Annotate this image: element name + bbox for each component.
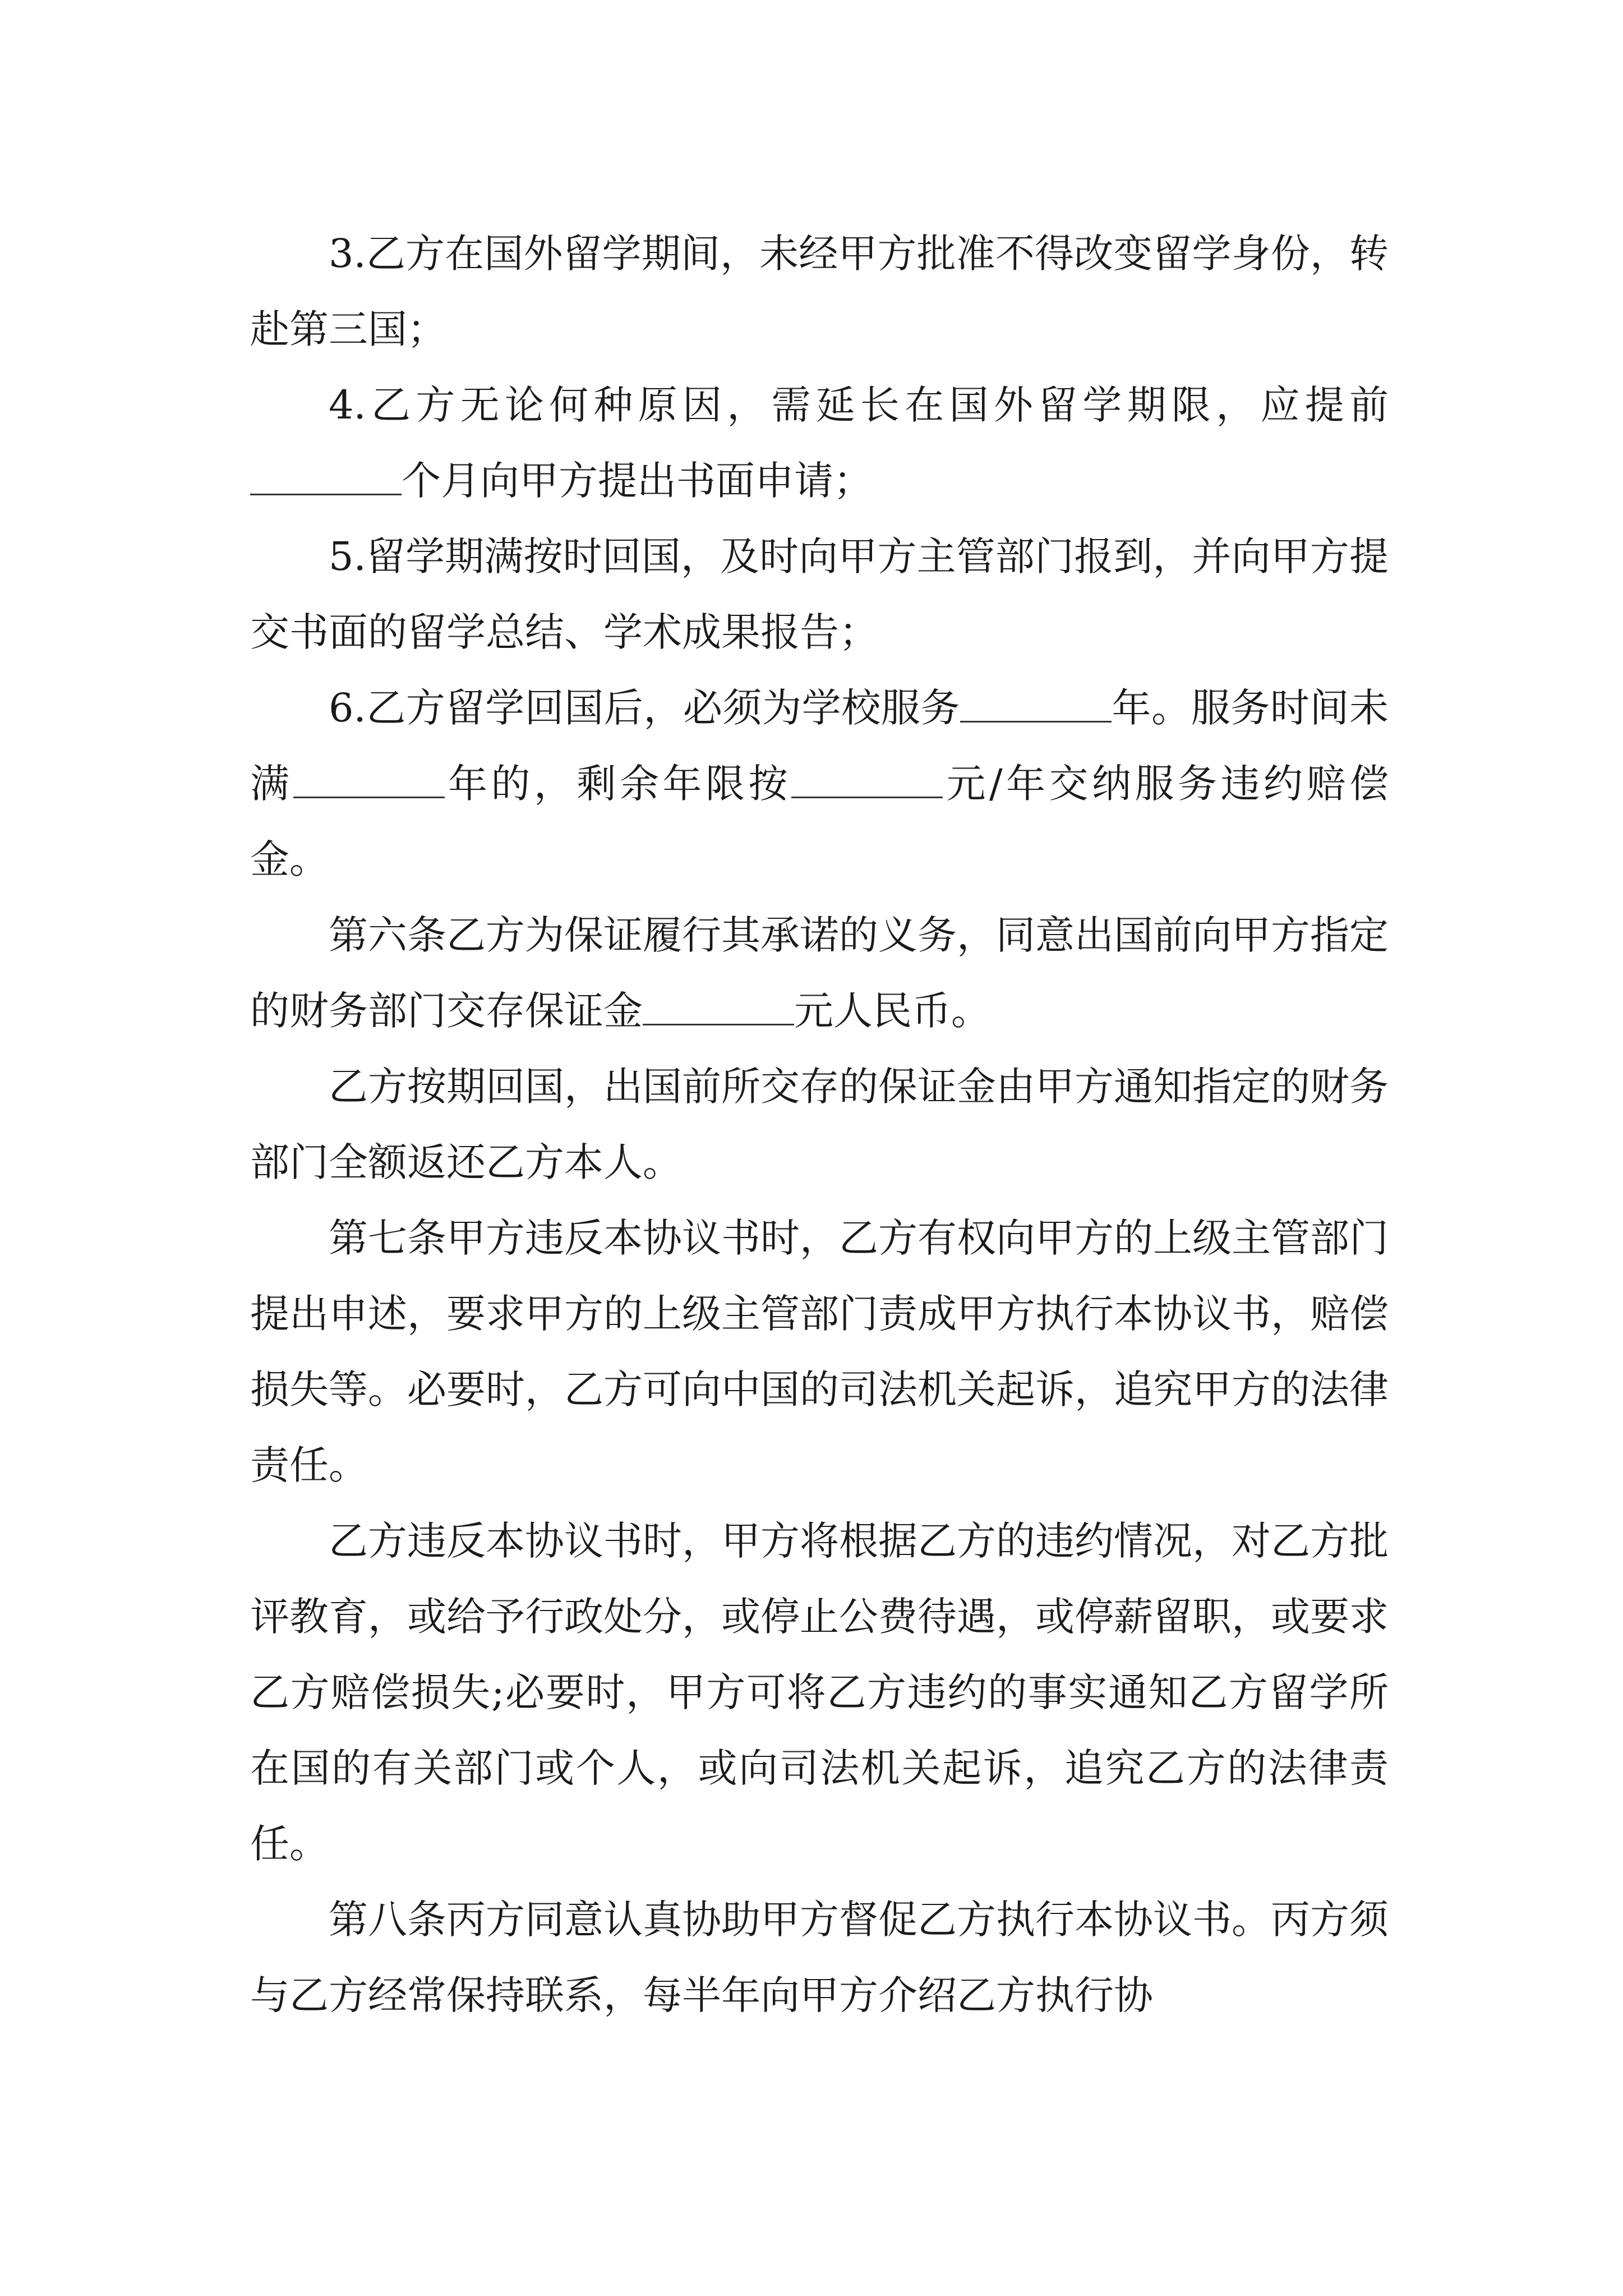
- paragraph-text: 6.乙方留学回国后，必须为学校服务: [329, 685, 960, 731]
- paragraph-text: 元/年交纳服务违约赔偿金。: [250, 761, 1389, 882]
- paragraph-text: 个月向甲方提出书面申请；: [402, 458, 873, 504]
- article-6-deposit-return: [250, 1049, 1389, 1200]
- article-7-party-b-breach: [250, 1503, 1389, 1882]
- paragraph-item-5: [250, 519, 1389, 670]
- paragraph-text: 乙方按期回国，出国前所交存的保证金由甲方通知指定的财务部门全额返还乙方本人。: [250, 1064, 1389, 1185]
- paragraph-text: 第六条乙方为保证履行其承诺的义务，同意出国前向甲方指定的财务部门交存保证金: [250, 912, 1389, 1034]
- fill-in-blank[interactable]: [643, 984, 794, 1025]
- article-6: [250, 898, 1389, 1049]
- document-page: [250, 216, 1389, 2033]
- fill-in-blank[interactable]: [791, 757, 943, 798]
- paragraph-item-3: [250, 216, 1389, 367]
- paragraph-text: 乙方违反本协议书时，甲方将根据乙方的违约情况，对乙方批评教育，或给予行政处分，或停止公费待遇，或停薪留职，或要求乙方赔偿损失;必要时，甲方可将乙方违约的事实通知乙方留学所在国的有关部门或个人，或向司法机关起诉，追究乙方的法律责任。: [250, 1518, 1389, 1867]
- paragraph-item-4: [250, 367, 1389, 519]
- paragraph-text: 第七条甲方违反本协议书时，乙方有权向甲方的上级主管部门提出申述，要求甲方的上级主管部门责成甲方执行本协议书，赔偿损失等。必要时，乙方可向中国的司法机关起诉，追究甲方的法律责任。: [250, 1215, 1389, 1488]
- fill-in-blank[interactable]: [960, 682, 1112, 723]
- paragraph-text: 年的，剩余年限按: [444, 761, 791, 807]
- paragraph-text: 第八条丙方同意认真协助甲方督促乙方执行本协议书。丙方须与乙方经常保持联系，每半年向甲方介绍乙方执行协: [250, 1897, 1389, 2018]
- paragraph-text: 元人民币。: [794, 988, 990, 1034]
- fill-in-blank[interactable]: [250, 454, 402, 495]
- paragraph-text: 年。服务时间未满: [250, 685, 1389, 807]
- article-8: [250, 1882, 1389, 2033]
- article-7: [250, 1200, 1389, 1503]
- paragraph-text: 4.乙方无论何种原因，需延长在国外留学期限，应提前: [329, 382, 1389, 428]
- paragraph-text: 5.留学期满按时回国，及时向甲方主管部门报到，并向甲方提交书面的留学总结、学术成果报告；: [250, 533, 1389, 655]
- fill-in-blank[interactable]: [293, 757, 445, 798]
- paragraph-text: 3.乙方在国外留学期间，未经甲方批准不得改变留学身份，转赴第三国；: [250, 231, 1389, 352]
- paragraph-item-6: [250, 670, 1389, 898]
